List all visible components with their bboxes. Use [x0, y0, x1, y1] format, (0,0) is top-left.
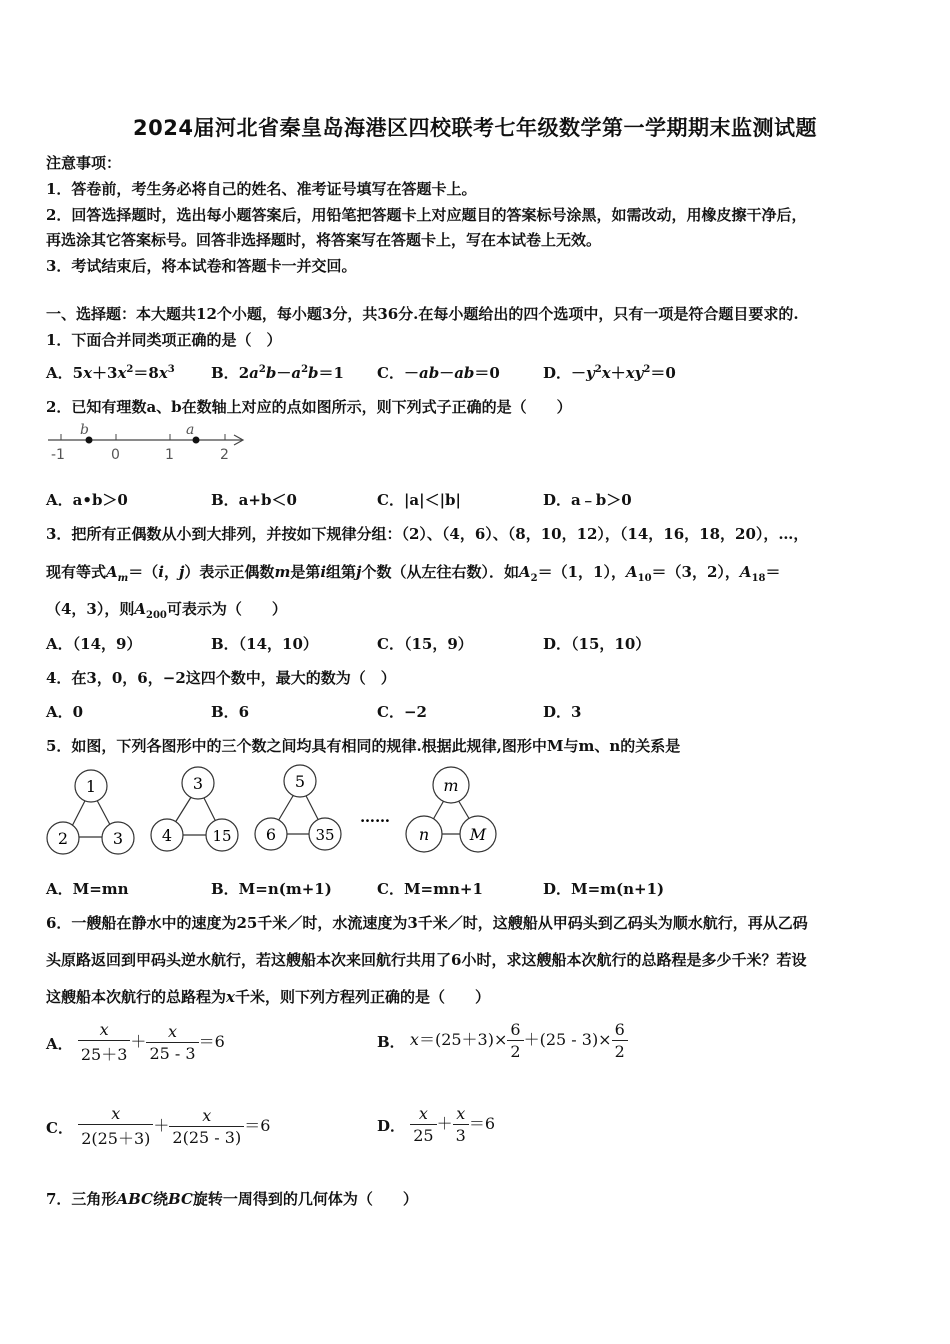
question-3-line1: 3．把所有正偶数从小到大排列，并按如下规律分组：（2）、（4，6）、（8，10，12），（14，16，18，20），…， [46, 525, 809, 543]
question-3-line2: 现有等式$A_m=(i$，j）表示正偶数m是第i组第j个数（从左往右数）．如$A_2=(1$，1），$A_{10}=(3$，2），$A_{18}=$ [46, 563, 781, 584]
page-title: 2024届河北省秦皇岛海港区四校联考七年级数学第一学期期末监测试题 [133, 116, 817, 140]
fig4-left: n [418, 825, 430, 844]
q6-option-c-label: C． [46, 1118, 73, 1137]
q1-option-c-label: C． [377, 364, 404, 382]
q5-option-c: C．M=mn+1 [377, 880, 483, 898]
tick-label: 2 [220, 447, 229, 463]
notice-heading: 注意事项： [46, 154, 122, 172]
q3-option-d: D．（15，10） [543, 635, 651, 653]
q2-option-c: C．|a|＜|b| [377, 491, 461, 509]
q6-option-a-label: A． [46, 1034, 73, 1053]
q5-option-a: A．M=mn [46, 880, 129, 898]
q3-option-a: A．（14，9） [46, 635, 142, 653]
q6-option-b [377, 1020, 628, 1061]
question-7-stem: 7．三角形ABC绕BC旋转一周得到的几何体为（ ） [46, 1190, 418, 1208]
q2-option-d: D．a﹣b＞0 [543, 491, 632, 509]
fig3-right: 35 [315, 826, 335, 844]
q1-option-c [377, 362, 500, 383]
q6-option-a [46, 1020, 225, 1065]
fig3-top: 5 [294, 772, 306, 791]
q5-option-b: B．M=n(m+1) [211, 880, 332, 898]
notice-item: 1．答卷前，考生务必将自己的姓名、准考证号填写在答题卡上。 [46, 180, 477, 198]
notice-item: 2．回答选择题时，选出每小题答案后，用铅笔把答题卡上对应题目的答案标号涂黑，如需改动，用橡皮擦干净后， [46, 206, 807, 224]
q1-option-a-expr: $5x+3x^2=8x^3$ [72, 364, 175, 382]
q6-option-d-expr: $\frac{x}{25}$ ＋ $\frac{x}{3}$ ＝6 [410, 1114, 495, 1133]
q6-option-c [46, 1104, 270, 1149]
question-6-line2: 头原路返回到甲码头逆水航行，若这艘船本次来回航行共用了6小时，求这艘船本次航行的总路程是多少千米？若设 [46, 951, 807, 969]
fig1-top: 1 [85, 777, 97, 796]
q1-option-c-expr: －ab－ab＝0 [403, 364, 500, 382]
q1-option-d-label: D． [543, 364, 572, 382]
fig2-top: 3 [192, 774, 204, 793]
point-b-label: b [80, 422, 89, 438]
tick-label: 0 [111, 447, 120, 463]
q6-option-c-expr: $\frac{x}{2(25+3)}$ ＋ $\frac{x}{2(25 - 3)}$ ＝6 [78, 1116, 270, 1135]
q5-option-d: D．M=m(n+1) [543, 880, 665, 898]
q6-option-d [377, 1104, 495, 1145]
q3-option-b: B．（14，10） [211, 635, 318, 653]
q1-option-d-expr: $-y^2x+xy^2=0$ [571, 364, 676, 382]
q1-option-a [46, 362, 175, 383]
q6-line3-b: 千米，则下列方程列正确的是（ ） [234, 988, 490, 1006]
triangle-circles-figure [40, 762, 500, 862]
question-3-line3: （4，3），则$A_{200}$可表示为（ ） [46, 600, 287, 621]
q1-option-a-label: A． [46, 364, 73, 382]
q6-option-a-expr: $\frac{x}{25+3}$ ＋ $\frac{x}{25 - 3}$ ＝6 [78, 1032, 225, 1051]
q6-option-b-label: B． [377, 1032, 405, 1051]
fig4-top: m [443, 776, 459, 795]
question-6-line1: 6．一艘船在静水中的速度为25千米／时，水流速度为3千米／时，这艘船从甲码头到乙码头为顺水航行，再从乙码 [46, 914, 808, 932]
number-line-figure [44, 422, 250, 464]
question-1-stem: 1．下面合并同类项正确的是（ ） [46, 331, 282, 349]
question-5-stem: 5．如图，下列各图形中的三个数之间均具有相同的规律.根据此规律,图形中M与m、n的关系是 [46, 737, 681, 755]
section-heading: 一、选择题：本大题共12个小题，每小题3分，共36分.在每小题给出的四个选项中，只有一项是符合题目要求的. [46, 305, 799, 323]
question-6-line3: 这艘船本次航行的总路程为x千米，则下列方程列正确的是（ ） [46, 988, 490, 1006]
question-4-stem: 4．在3，0，6，−2这四个数中，最大的数为（ ） [46, 669, 396, 687]
fig2-left: 4 [161, 826, 173, 845]
notice-item: 3．考试结束后，将本试卷和答题卡一并交回。 [46, 257, 357, 275]
q4-option-a: A．0 [46, 703, 84, 721]
q4-option-c: C．−2 [377, 703, 427, 721]
q2-option-b: B．a+b＜0 [211, 491, 297, 509]
fig4-right: M [469, 825, 487, 844]
tick-label: 1 [165, 447, 174, 463]
q1-option-b [211, 362, 344, 383]
ellipsis: …… [360, 808, 390, 826]
fig2-right: 15 [212, 827, 232, 845]
q7-stem-b: 绕 [152, 1190, 168, 1208]
q6-option-b-expr: x＝(25＋3)× $\frac{6}{2}$ ＋(25 - 3)× $\frac{6}{2}$ [410, 1030, 628, 1049]
question-2-stem: 2．已知有理数a、b在数轴上对应的点如图所示，则下列式子正确的是（ ） [46, 398, 572, 416]
notice-item: 再选涂其它答案标号。回答非选择题时，将答案写在答题卡上，写在本试卷上无效。 [46, 231, 602, 249]
q1-option-b-expr: $2a^2b-a^2b=1$ [238, 364, 344, 382]
q7-stem-a: 7．三角形 [46, 1190, 117, 1208]
point-a-label: a [186, 422, 195, 438]
fig1-right: 3 [112, 829, 124, 848]
q7-stem-c: 旋转一周得到的几何体为（ ） [192, 1190, 418, 1208]
q1-option-d [543, 362, 676, 383]
q3-option-c: C．（15，9） [377, 635, 473, 653]
q4-option-b: B．6 [211, 703, 250, 721]
tick-label: -1 [51, 447, 65, 463]
q6-line3-a: 这艘船本次航行的总路程为 [46, 988, 227, 1006]
fig1-left: 2 [57, 829, 69, 848]
q1-option-b-label: B． [211, 364, 239, 382]
q6-option-d-label: D． [377, 1116, 406, 1135]
q4-option-d: D．3 [543, 703, 582, 721]
fig3-left: 6 [265, 825, 277, 844]
q2-option-a: A．a•b＞0 [46, 491, 128, 509]
